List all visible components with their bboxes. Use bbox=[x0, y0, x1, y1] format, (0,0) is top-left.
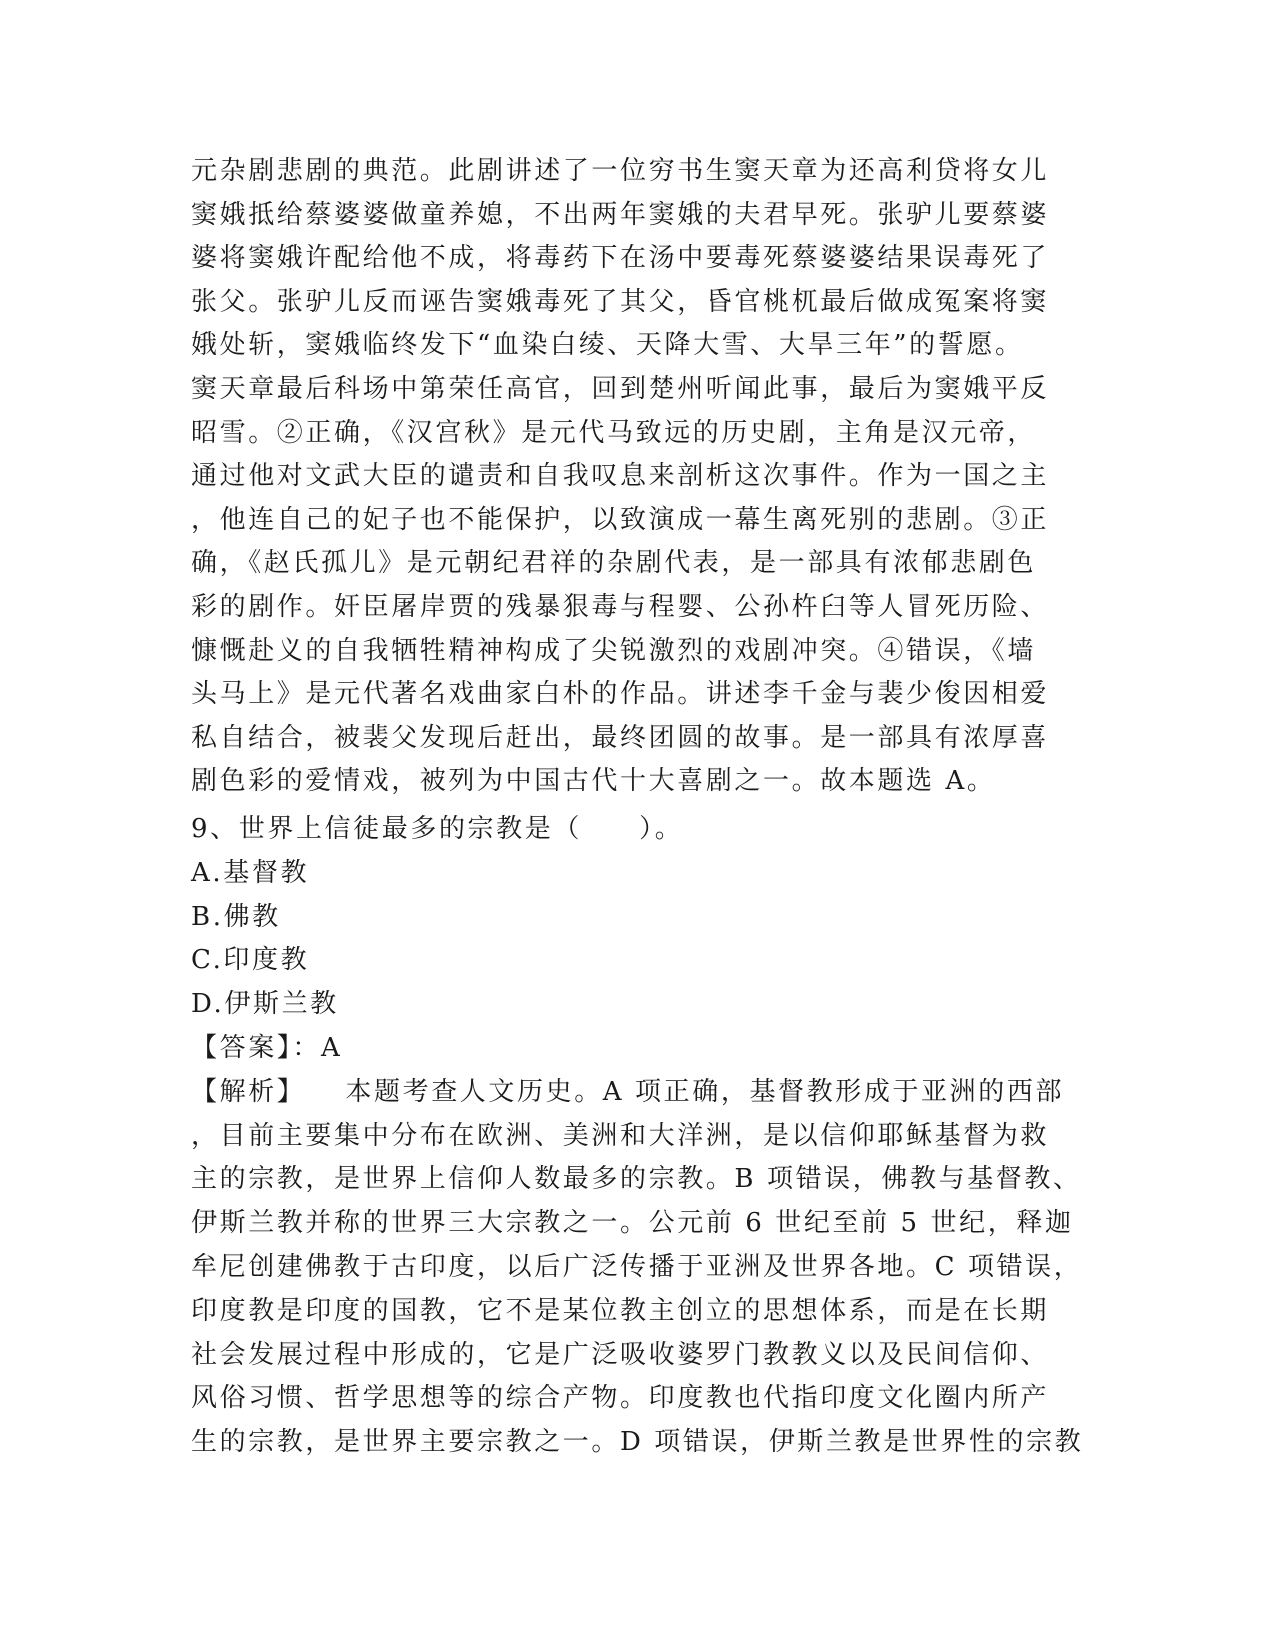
analysis-line: 印度教是印度的国教，它不是某位教主创立的思想体系，而是在长期 bbox=[191, 1295, 1050, 1326]
answer-row bbox=[191, 1027, 1091, 1071]
option-d: D.伊斯兰教 bbox=[191, 989, 339, 1020]
explanation-line: 剧色彩的爱情戏，被列为中国古代十大喜剧之一。故本题选 A。 bbox=[191, 766, 996, 797]
answer-value: A bbox=[321, 1032, 343, 1063]
explanation-line: 昭雪。②正确，《汉宫秋》是元代马致远的历史剧，主角是汉元帝， bbox=[191, 417, 1037, 448]
analysis-line: 伊斯兰教并称的世界三大宗教之一。公元前 6 世纪至前 5 世纪，释迦 bbox=[191, 1208, 1074, 1239]
explanation-line: 私自结合，被裴父发现后赶出，最终团圆的故事。是一部具有浓厚喜 bbox=[191, 722, 1050, 753]
explanation-line: 窦娥抵给蔡婆婆做童养媳，不出两年窦娥的夫君早死。张驴儿要蔡婆 bbox=[191, 199, 1050, 230]
question-9 bbox=[191, 808, 1091, 1465]
analysis-line: 社会发展过程中形成的，它是广泛吸收婆罗门教教义以及民间信仰、 bbox=[191, 1339, 1050, 1370]
option-a: A.基督教 bbox=[191, 857, 310, 888]
option-c: C.印度教 bbox=[191, 945, 310, 976]
explanation-line: 慷慨赴义的自我牺牲精神构成了尖锐激烈的戏剧冲突。④错误，《墙 bbox=[191, 635, 1037, 666]
explanation-line: 确，《赵氏孤儿》是元朝纪君祥的杂剧代表，是一部具有浓郁悲剧色 bbox=[191, 548, 1037, 579]
explanation-line: 头马上》是元代著名戏曲家白朴的作品。讲述李千金与裴少俊因相爱 bbox=[191, 679, 1050, 710]
analysis-line: 主的宗教，是世界上信仰人数最多的宗教。B 项错误，佛教与基督教、 bbox=[191, 1164, 1082, 1195]
analysis-line: 本题考查人文历史。A 项正确，基督教形成于亚洲的西部 bbox=[345, 1076, 1065, 1107]
explanation-line: ，他连自己的妃子也不能保护，以致演成一幕生离死别的悲剧。③正 bbox=[191, 504, 1050, 535]
explanation-line: 娥处斩，窦娥临终发下“血染白绫、天降大雪、大旱三年”的誓愿。 bbox=[191, 330, 1024, 361]
analysis-line: 风俗习惯、哲学思想等的综合产物。印度教也代指印度文化圈内所产 bbox=[191, 1383, 1050, 1414]
analysis-label: 【解析】 bbox=[191, 1076, 306, 1107]
analysis-line: 牟尼创建佛教于古印度，以后广泛传播于亚洲及世界各地。C 项错误， bbox=[191, 1251, 1083, 1282]
previous-explanation bbox=[191, 150, 1091, 804]
explanation-line: 通过他对文武大臣的谴责和自我叹息来剖析这次事件。作为一国之主 bbox=[191, 461, 1050, 492]
explanation-line: 婆将窦娥许配给他不成，将毒药下在汤中要毒死蔡婆婆结果误毒死了 bbox=[191, 243, 1050, 274]
explanation-line: 元杂剧悲剧的典范。此剧讲述了一位穷书生窦天章为还高利贷将女儿 bbox=[191, 156, 1050, 186]
explanation-line: 彩的剧作。奸臣屠岸贾的残暴狠毒与程婴、公孙杵臼等人冒死历险、 bbox=[191, 591, 1050, 622]
explanation-line: 窦天章最后科场中第荣任高官，回到楚州听闻此事，最后为窦娥平反 bbox=[191, 373, 1050, 404]
question-stem: 9、世界上信徒最多的宗教是（ ）。 bbox=[191, 814, 684, 844]
analysis-line: 生的宗教，是世界主要宗教之一。D 项错误，伊斯兰教是世界性的宗教 bbox=[191, 1427, 1084, 1458]
analysis-line: ，目前主要集中分布在欧洲、美洲和大洋洲，是以信仰耶稣基督为救 bbox=[191, 1120, 1050, 1151]
analysis-first-line bbox=[191, 1071, 1091, 1115]
option-b: B.佛教 bbox=[191, 901, 281, 932]
explanation-line: 张父。张驴儿反而诬告窦娥毒死了其父，昏官桃杌最后做成冤案将窦 bbox=[191, 286, 1050, 317]
answer-label: 【答案】： bbox=[191, 1032, 322, 1063]
